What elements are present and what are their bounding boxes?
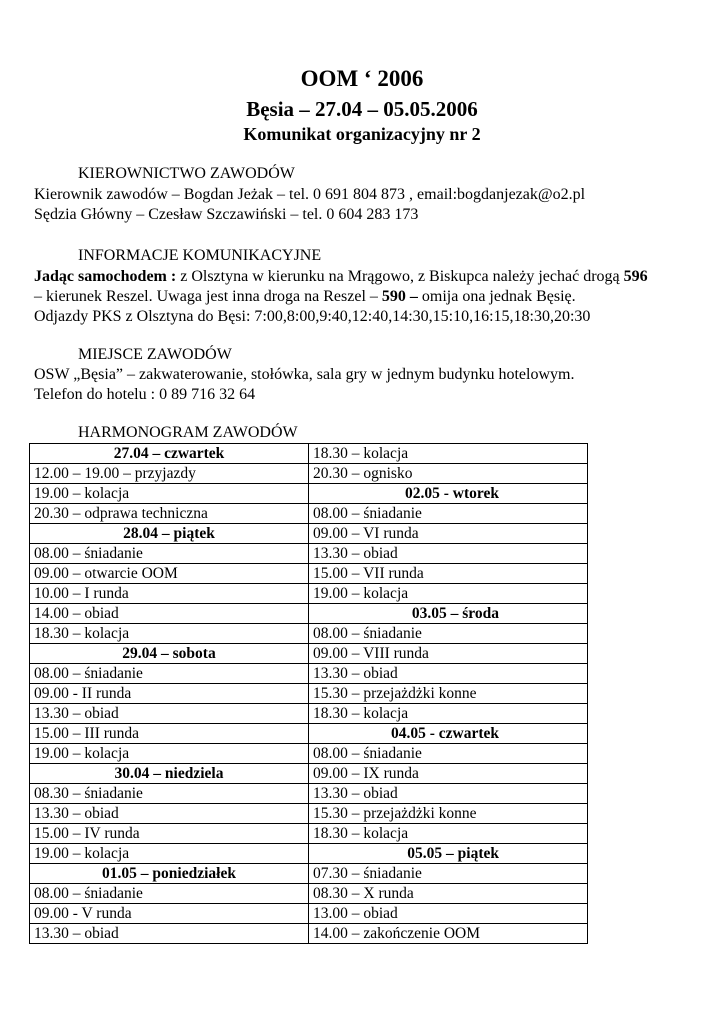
schedule-entry: 18.30 – kolacja bbox=[309, 704, 588, 724]
schedule-entry: 08.00 – śniadanie bbox=[30, 664, 309, 684]
schedule-entry: 09.00 - V runda bbox=[30, 904, 309, 924]
schedule-row bbox=[30, 664, 588, 684]
hotel-phone-line: Telefon do hotelu : 0 89 716 32 64 bbox=[34, 386, 256, 403]
schedule-row bbox=[30, 844, 588, 864]
schedule-entry: 15.00 – IV runda bbox=[30, 824, 309, 844]
schedule-heading: HARMONOGRAM ZAWODÓW bbox=[78, 424, 298, 441]
schedule-entry: 08.30 – śniadanie bbox=[30, 784, 309, 804]
venue-line: OSW „Bęsia” – zakwaterowanie, stołówka, sala gry w jednym budynku hotelowym. bbox=[34, 366, 575, 383]
schedule-row bbox=[30, 504, 588, 524]
schedule-entry: 19.00 – kolacja bbox=[309, 584, 588, 604]
schedule-entry: 09.00 – VIII runda bbox=[309, 644, 588, 664]
schedule-table-body bbox=[30, 444, 588, 944]
document-title: OOM ‘ 2006 bbox=[300, 66, 424, 91]
schedule-row bbox=[30, 624, 588, 644]
venue-heading: MIEJSCE ZAWODÓW bbox=[78, 346, 232, 363]
schedule-entry: 15.30 – przejażdżki konne bbox=[309, 804, 588, 824]
schedule-entry: 20.30 – odprawa techniczna bbox=[30, 504, 309, 524]
schedule-row bbox=[30, 684, 588, 704]
schedule-entry: 19.00 – kolacja bbox=[30, 744, 309, 764]
schedule-table bbox=[29, 443, 588, 944]
schedule-day-header: 03.05 – środa bbox=[309, 604, 588, 624]
manager-line: Kierownik zawodów – Bogdan Jeżak – tel. 0 691 804 873 , email:bogdanjezak@o2.pl bbox=[34, 186, 586, 203]
schedule-day-header: 30.04 – niedziela bbox=[30, 764, 309, 784]
schedule-row bbox=[30, 564, 588, 584]
schedule-entry: 14.00 – obiad bbox=[30, 604, 309, 624]
schedule-day-header: 02.05 - wtorek bbox=[309, 484, 588, 504]
schedule-row bbox=[30, 704, 588, 724]
schedule-entry: 09.00 – otwarcie OOM bbox=[30, 564, 309, 584]
schedule-entry: 08.00 – śniadanie bbox=[309, 624, 588, 644]
schedule-entry: 13.00 – obiad bbox=[309, 904, 588, 924]
schedule-entry: 14.00 – zakończenie OOM bbox=[309, 924, 588, 944]
schedule-row bbox=[30, 584, 588, 604]
schedule-row bbox=[30, 464, 588, 484]
schedule-row bbox=[30, 524, 588, 544]
schedule-entry: 08.00 – śniadanie bbox=[30, 544, 309, 564]
transport-road-number: 596 bbox=[623, 268, 648, 285]
schedule-day-header: 05.05 – piątek bbox=[309, 844, 588, 864]
bus-departures-line: Odjazdy PKS z Olsztyna do Bęsi: 7:00,8:00,9:40,12:40,14:30,15:10,16:15,18:30,20:30 bbox=[34, 308, 591, 325]
judge-line: Sędzia Główny – Czesław Szczawiński – tel. 0 604 283 173 bbox=[34, 206, 419, 223]
transport-direction-text: – kierunek Reszel. Uwaga jest inna droga na Reszel – bbox=[34, 288, 382, 305]
schedule-entry: 18.30 – kolacja bbox=[309, 444, 588, 464]
schedule-entry: 19.00 – kolacja bbox=[30, 484, 309, 504]
transport-car-label: Jadąc samochodem : bbox=[34, 268, 177, 285]
schedule-entry: 15.00 – III runda bbox=[30, 724, 309, 744]
schedule-entry: 08.00 – śniadanie bbox=[30, 884, 309, 904]
schedule-row bbox=[30, 764, 588, 784]
schedule-row bbox=[30, 884, 588, 904]
schedule-day-header: 28.04 – piątek bbox=[30, 524, 309, 544]
schedule-row bbox=[30, 824, 588, 844]
schedule-row bbox=[30, 544, 588, 564]
schedule-day-header: 29.04 – sobota bbox=[30, 644, 309, 664]
schedule-day-header: 01.05 – poniedziałek bbox=[30, 864, 309, 884]
transport-line-2 bbox=[34, 288, 576, 306]
schedule-entry: 08.00 – śniadanie bbox=[309, 744, 588, 764]
schedule-entry: 08.00 – śniadanie bbox=[309, 504, 588, 524]
schedule-entry: 12.00 – 19.00 – przyjazdy bbox=[30, 464, 309, 484]
schedule-entry: 13.30 – obiad bbox=[309, 544, 588, 564]
transport-note-text: omija ona jednak Bęsię. bbox=[417, 288, 576, 305]
transport-route-text: z Olsztyna w kierunku na Mrągowo, z Biskupca należy jechać drogą bbox=[176, 268, 624, 285]
schedule-entry: 09.00 - II runda bbox=[30, 684, 309, 704]
schedule-row bbox=[30, 724, 588, 744]
schedule-entry: 13.30 – obiad bbox=[30, 704, 309, 724]
schedule-entry: 13.30 – obiad bbox=[309, 784, 588, 804]
schedule-row bbox=[30, 904, 588, 924]
schedule-day-header: 27.04 – czwartek bbox=[30, 444, 309, 464]
schedule-entry: 18.30 – kolacja bbox=[30, 624, 309, 644]
schedule-entry: 08.30 – X runda bbox=[309, 884, 588, 904]
schedule-entry: 19.00 – kolacja bbox=[30, 844, 309, 864]
schedule-entry: 15.00 – VII runda bbox=[309, 564, 588, 584]
communique-title: Komunikat organizacyjny nr 2 bbox=[243, 124, 481, 144]
schedule-entry: 13.30 – obiad bbox=[309, 664, 588, 684]
schedule-row bbox=[30, 644, 588, 664]
schedule-entry: 13.30 – obiad bbox=[30, 804, 309, 824]
schedule-row bbox=[30, 484, 588, 504]
schedule-entry: 18.30 – kolacja bbox=[309, 824, 588, 844]
transport-line-1 bbox=[34, 268, 648, 286]
schedule-row bbox=[30, 924, 588, 944]
schedule-entry: 20.30 – ognisko bbox=[309, 464, 588, 484]
schedule-day-header: 04.05 - czwartek bbox=[309, 724, 588, 744]
schedule-entry: 07.30 – śniadanie bbox=[309, 864, 588, 884]
schedule-row bbox=[30, 804, 588, 824]
schedule-entry: 13.30 – obiad bbox=[30, 924, 309, 944]
schedule-row bbox=[30, 444, 588, 464]
transport-heading: INFORMACJE KOMUNIKACYJNE bbox=[78, 247, 322, 264]
schedule-entry: 15.30 – przejażdżki konne bbox=[309, 684, 588, 704]
schedule-entry: 10.00 – I runda bbox=[30, 584, 309, 604]
schedule-row bbox=[30, 784, 588, 804]
management-heading: KIEROWNICTWO ZAWODÓW bbox=[78, 165, 295, 182]
document-subtitle: Bęsia – 27.04 – 05.05.2006 bbox=[246, 97, 478, 121]
schedule-row bbox=[30, 604, 588, 624]
schedule-entry: 09.00 – VI runda bbox=[309, 524, 588, 544]
schedule-entry: 09.00 – IX runda bbox=[309, 764, 588, 784]
schedule-row bbox=[30, 744, 588, 764]
transport-alt-road: 590 – bbox=[381, 288, 418, 305]
schedule-row bbox=[30, 864, 588, 884]
